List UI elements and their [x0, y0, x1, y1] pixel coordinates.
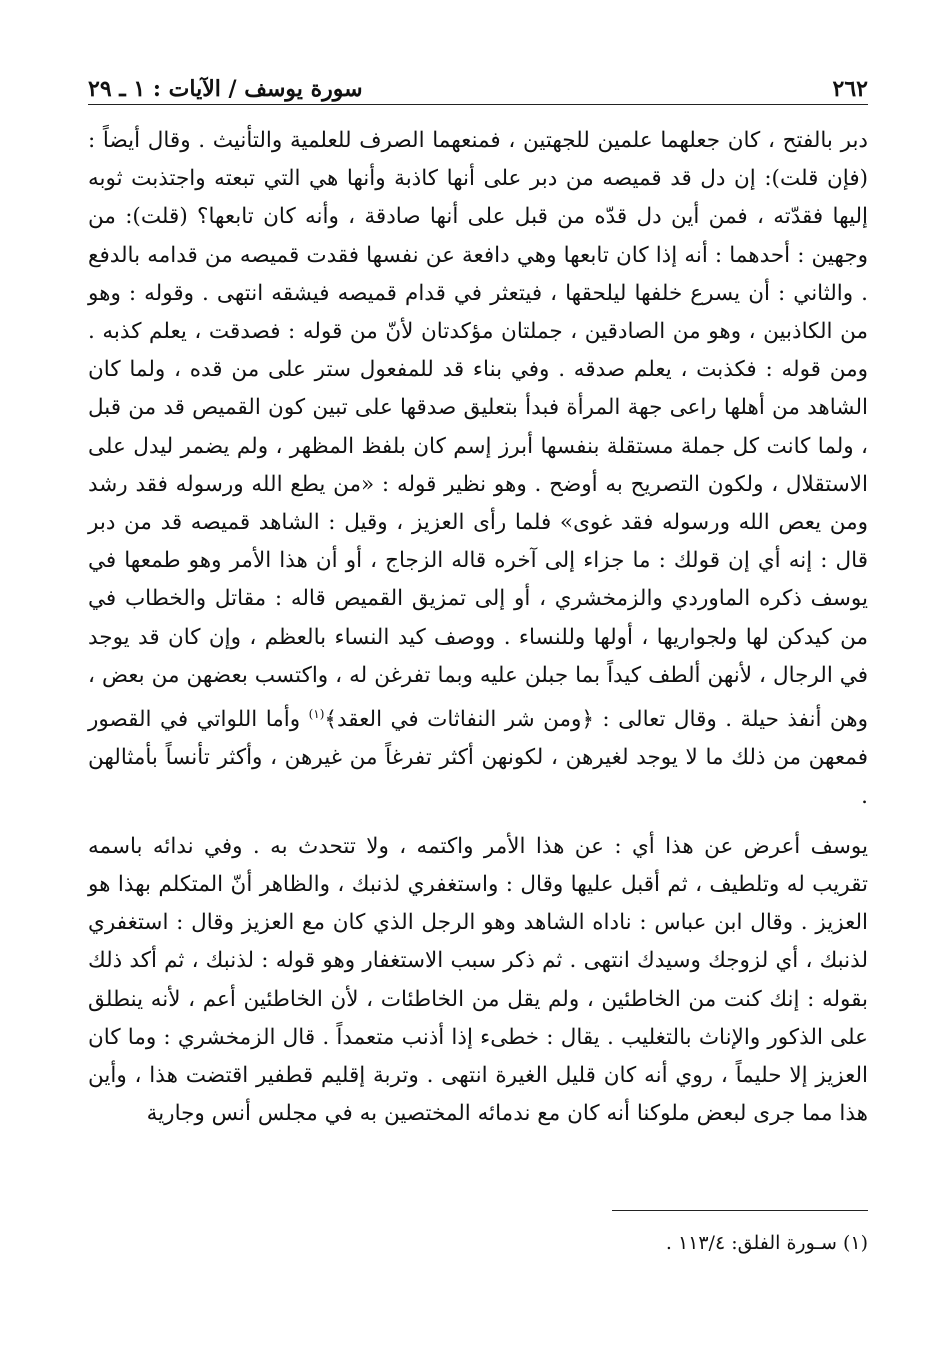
- footnote-separator: [612, 1210, 868, 1211]
- paragraph-1: [88, 122, 868, 816]
- header-title: سورة يوسف / الآيات : ١ ـ ٢٩: [88, 76, 363, 102]
- running-header: [88, 74, 868, 105]
- paragraph-2: يوسف أعرض عن هذا أي : عن هذا الأمر واكتمه ، ولا تتحدث به . وفي ندائه باسمه تقريب له وتلطيف ، ثم أقبل عليها وقال : واستغفري لذنبك ، والظاهر أنّ المتكلم بهذا هو العزيز . وقال ابن عباس : ناداه الشاهد وهو الرجل الذي كان مع العزيز وقال : استغفري لذنبك ، أي لزوجك وسيدك انتهى . ثم ذكر سبب الاستغفار وهو قوله : لذنبك ، ثم أكد ذلك بقوله : إنك كنت من الخاطئين ، ولم يقل من الخاطئات ، لأن الخاطئين أعم ، لأنه ينطلق على الذكور والإناث بالتغليب . يقال : خطىء إذا أذنب متعمداً . قال الزمخشري : وما كان العزيز إلا حليماً ، روي أنه كان قليل الغيرة انتهى . وتربة إقليم قطفير اقتضت هذا ، وأين هذا مما جرى لبعض ملوكنا أنه كان مع ندمائه المختصين به في مجلس أنس وجارية: [88, 833, 868, 1127]
- paragraph-1-tail: وأما اللواتي في القصور فمعهن من ذلك ما لا يوجد لغيرهن ، لكونهن أكثر تفرغاً من غيرهن ، وأكثر تأنساً بأمثالهن .: [88, 707, 868, 809]
- main-text: [88, 122, 868, 1133]
- footnote-reference: (١): [308, 707, 325, 722]
- page-number: ٢٦٢: [832, 76, 868, 102]
- paragraph-1-text: دبر بالفتح ، كان جعلهما علمين للجهتين ، فمنعهما الصرف للعلمية والتأنيث . وقال أيضاً : (فإن قلت): إن دل قد قميصه من دبر على أنها كاذبة وأنها هي التي تبعته واجتذبت ثوبه إليها فقدّته ، فمن أين دل قدّه من قبل على أنها صادقة ، وأنه كان تابعها؟ (قلت): من وجهين : أحدهما : أنه إذا كان تابعها وهي دافعة عن نفسها فقدت قميصه من قدامه بالدفع . والثاني : أن يسرع خلفها ليلحقها ، فيتعثر في قدام قميصه فيشقه انتهى . وقوله : وهو من الكاذبين ، وهو من الصادقين ، جملتان مؤكدتان لأنّ من قوله : فصدقت ، يعلم كذبه . ومن قوله : فكذبت ، يعلم صدقه . وفي بناء قد للمفعول ستر على من قده ، ولما كان الشاهد من أهلها راعى جهة المرأة فبدأ بتعليق صدقها على تبين كون القميص قد من قبل ، ولما كانت كل جملة مستقلة بنفسها أبرز إسم كان بلفظ المظهر ، ولم يضمر ليدل على الاستقلال ، ولكون التصريح به أوضح . وهو نظير قوله : «من يطع الله ورسوله فقد رشد ومن يعص الله ورسوله فقد غوى» فلما رأى العزيز ، وقيل : الشاهد قميصه قد من دبر قال : إنه أي إن قولك : ما جزاء إلى آخره قاله الزجاج ، أو أن هذا الأمر وهو طمعها في يوسف ذكره الماوردي والزمخشري ، أو إلى تمزيق القميص قاله : مقاتل والخطاب في من كيدكن لها ولجواريها ، أولها وللنساء . ووصف كيد النساء بالعظم ، وإن كان قد يوجد في الرجال ، لأنهن ألطف كيداً بما جبلن عليه وبما تفرغن له ، واكتسب بعضهن من بعض ، وهن أنفذ حيلة . وقال تعالى : ﴿ومن شر النفاثات في العقد﴾: [88, 128, 868, 733]
- footnote: (١) سـورة الفلق: ١١٣/٤ .: [665, 1232, 868, 1254]
